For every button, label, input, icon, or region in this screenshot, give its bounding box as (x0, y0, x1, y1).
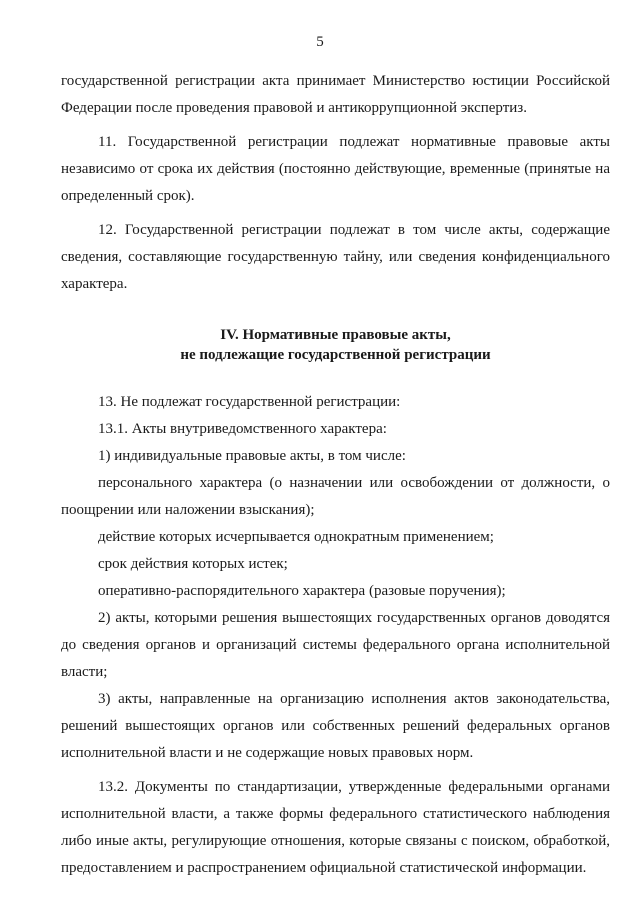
paragraph-continuation: государственной регистрации акта принимает Министерство юстиции Российской Федерации после проведения правовой и антикоррупционной экспертиз. (61, 73, 610, 116)
paragraph-11: 11. Государственной регистрации подлежат нормативные правовые акты независимо от срока их действия (постоянно действующие, временные (принятые на определенный срок). (61, 134, 610, 204)
page-number: 5 (316, 34, 324, 50)
section-heading-line-1: IV. Нормативные правовые акты, (220, 327, 451, 343)
list-item-1-single-use: действие которых исчерпывается однократным применением; (98, 529, 494, 545)
section-heading (61, 325, 610, 365)
list-item-1-personal: персонального характера (о назначении или освобождении от должности, о поощрении или наложении взыскания); (61, 475, 610, 518)
paragraph-13-2: 13.2. Документы по стандартизации, утвержденные федеральными органами исполнительной власти, а также формы федерального статистического наблюдения либо иные акты, регулирующие отношения, которые связаны с поиском, обработкой, предоставлением и распространением официальной статистической информации. (61, 779, 610, 876)
list-item-3: 3) акты, направленные на организацию исполнения актов законодательства, решений вышестоящих органов или собственных решений федеральных органов исполнительной власти и не содержащие новых правовых норм. (61, 691, 610, 761)
section-heading-line-2: не подлежащие государственной регистрации (180, 347, 491, 363)
document-body (61, 68, 610, 882)
list-item-1-expired: срок действия которых истек; (98, 556, 288, 572)
paragraph-13: 13. Не подлежат государственной регистрации: (98, 394, 401, 410)
paragraph-13-1: 13.1. Акты внутриведомственного характера: (98, 421, 387, 437)
paragraph-12: 12. Государственной регистрации подлежат в том числе акты, содержащие сведения, составляющие государственную тайну, или сведения конфиденциального характера. (61, 222, 610, 292)
list-item-1-operational: оперативно-распорядительного характера (разовые поручения); (98, 583, 506, 599)
list-item-1: 1) индивидуальные правовые акты, в том числе: (98, 448, 406, 464)
list-item-2: 2) акты, которыми решения вышестоящих государственных органов доводятся до сведения органов и организаций системы федерального органа исполнительной власти; (61, 610, 610, 680)
